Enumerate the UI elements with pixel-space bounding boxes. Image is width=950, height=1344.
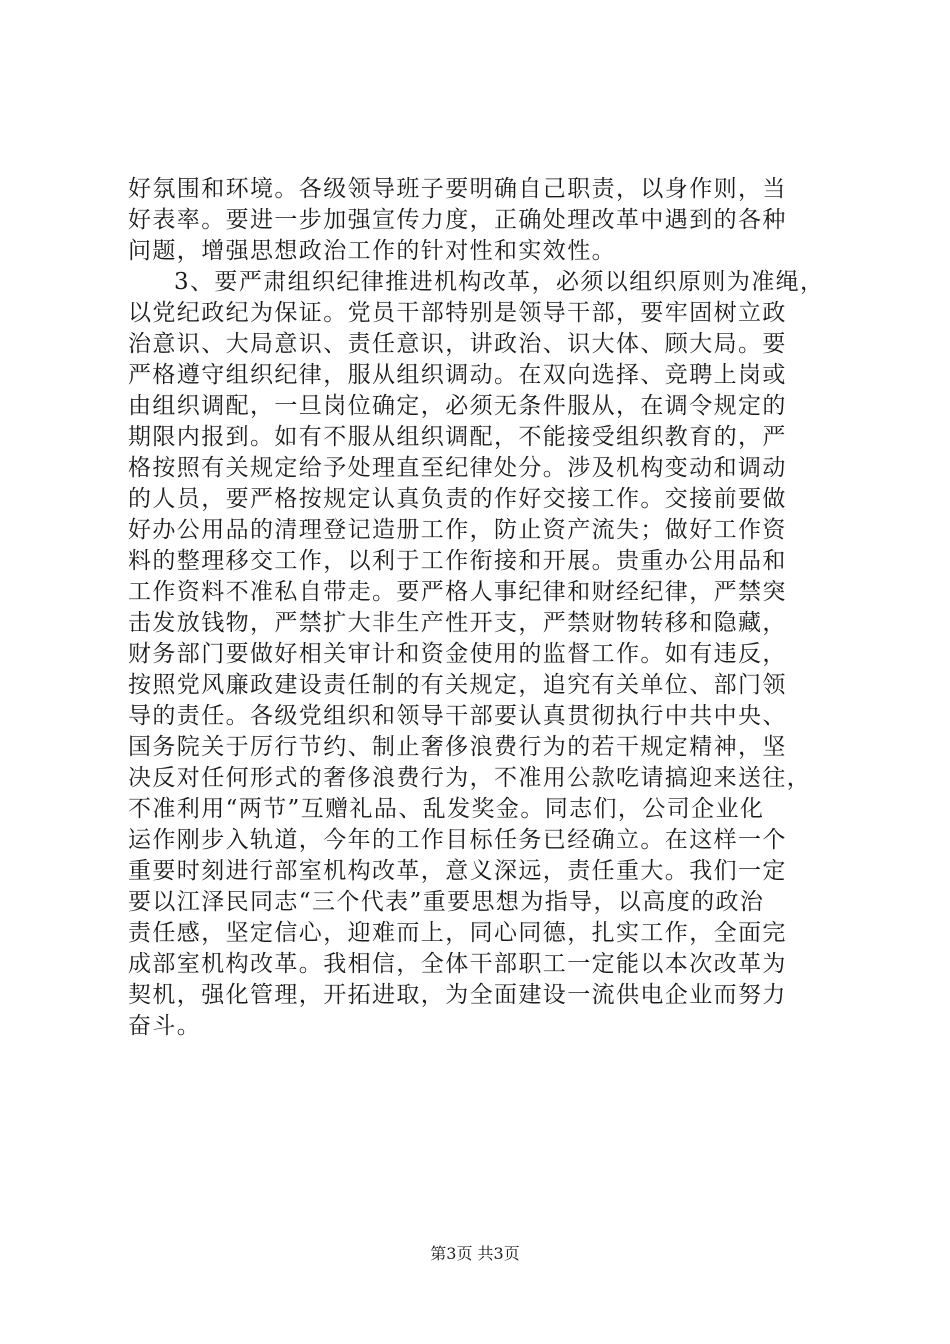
text-line: 按照党风廉政建设责任制的有关规定，追究有关单位、部门领 (128, 672, 787, 698)
text-line: 不准利用“两节”互赠礼品、乱发奖金。同志们，公司企业化 (128, 796, 765, 822)
paragraph-start-line: 3、要严肃组织纪律推进机构改革，必须以组织原则为准绳， (174, 269, 825, 295)
text-line: 决反对任何形式的奢侈浪费行为，不准用公款吃请搞迎来送往， (128, 765, 812, 791)
text-line: 格按照有关规定给予处理直至纪律处分。涉及机构变动和调动 (128, 455, 787, 481)
text-line: 责任感，坚定信心，迎难而上，同心同德，扎实工作，全面完 (128, 920, 787, 946)
text-line: 击发放钱物，严禁扩大非生产性开支，严禁财物转移和隐藏， (128, 610, 787, 636)
text-line: 国务院关于厉行节约、制止奢侈浪费行为的若干规定精神，坚 (128, 734, 787, 760)
text-line: 导的责任。各级党组织和领导干部要认真贯彻执行中共中央、 (128, 703, 787, 729)
text-line: 成部室机构改革。我相信，全体干部职工一定能以本次改革为 (128, 951, 787, 977)
text-line: 严格遵守组织纪律，服从组织调动。在双向选择、竞聘上岗或 (128, 362, 787, 388)
text-line: 财务部门要做好相关审计和资金使用的监督工作。如有违反， (128, 641, 787, 667)
text-line: 重要时刻进行部室机构改革，意义深远，责任重大。我们一定 (128, 858, 787, 884)
text-line: 料的整理移交工作，以利于工作衔接和开展。贵重办公用品和 (128, 548, 787, 574)
text-line: 工作资料不准私自带走。要严格人事纪律和财经纪律，严禁突 (128, 579, 787, 605)
text-line: 问题，增强思想政治工作的针对性和实效性。 (128, 238, 616, 264)
text-line: 好氛围和环境。各级领导班子要明确自己职责，以身作则，当 (128, 176, 787, 202)
text-line: 好表率。要进一步加强宣传力度，正确处理改革中遇到的各种 (128, 207, 787, 233)
text-line: 运作刚步入轨道，今年的工作目标任务已经确立。在这样一个 (128, 827, 787, 853)
text-line: 要以江泽民同志“三个代表”重要思想为指导，以高度的政治 (128, 889, 765, 915)
text-line: 好办公用品的清理登记造册工作，防止资产流失；做好工作资 (128, 517, 787, 543)
text-line: 期限内报到。如有不服从组织调配，不能接受组织教育的，严 (128, 424, 787, 450)
text-line: 契机，强化管理，开拓进取，为全面建设一流供电企业而努力 (128, 982, 787, 1008)
text-line: 以党纪政纪为保证。党员干部特别是领导干部，要牢固树立政 (128, 300, 787, 326)
text-line: 由组织调配，一旦岗位确定，必须无条件服从，在调令规定的 (128, 393, 787, 419)
text-line: 的人员，要严格按规定认真负责的作好交接工作。交接前要做 (128, 486, 787, 512)
text-line: 治意识、大局意识、责任意识，讲政治、识大体、顾大局。要 (128, 331, 787, 357)
text-line: 奋斗。 (128, 1013, 202, 1039)
page-number-footer: 第3页 共3页 (430, 1244, 520, 1263)
body-text (128, 174, 834, 1042)
